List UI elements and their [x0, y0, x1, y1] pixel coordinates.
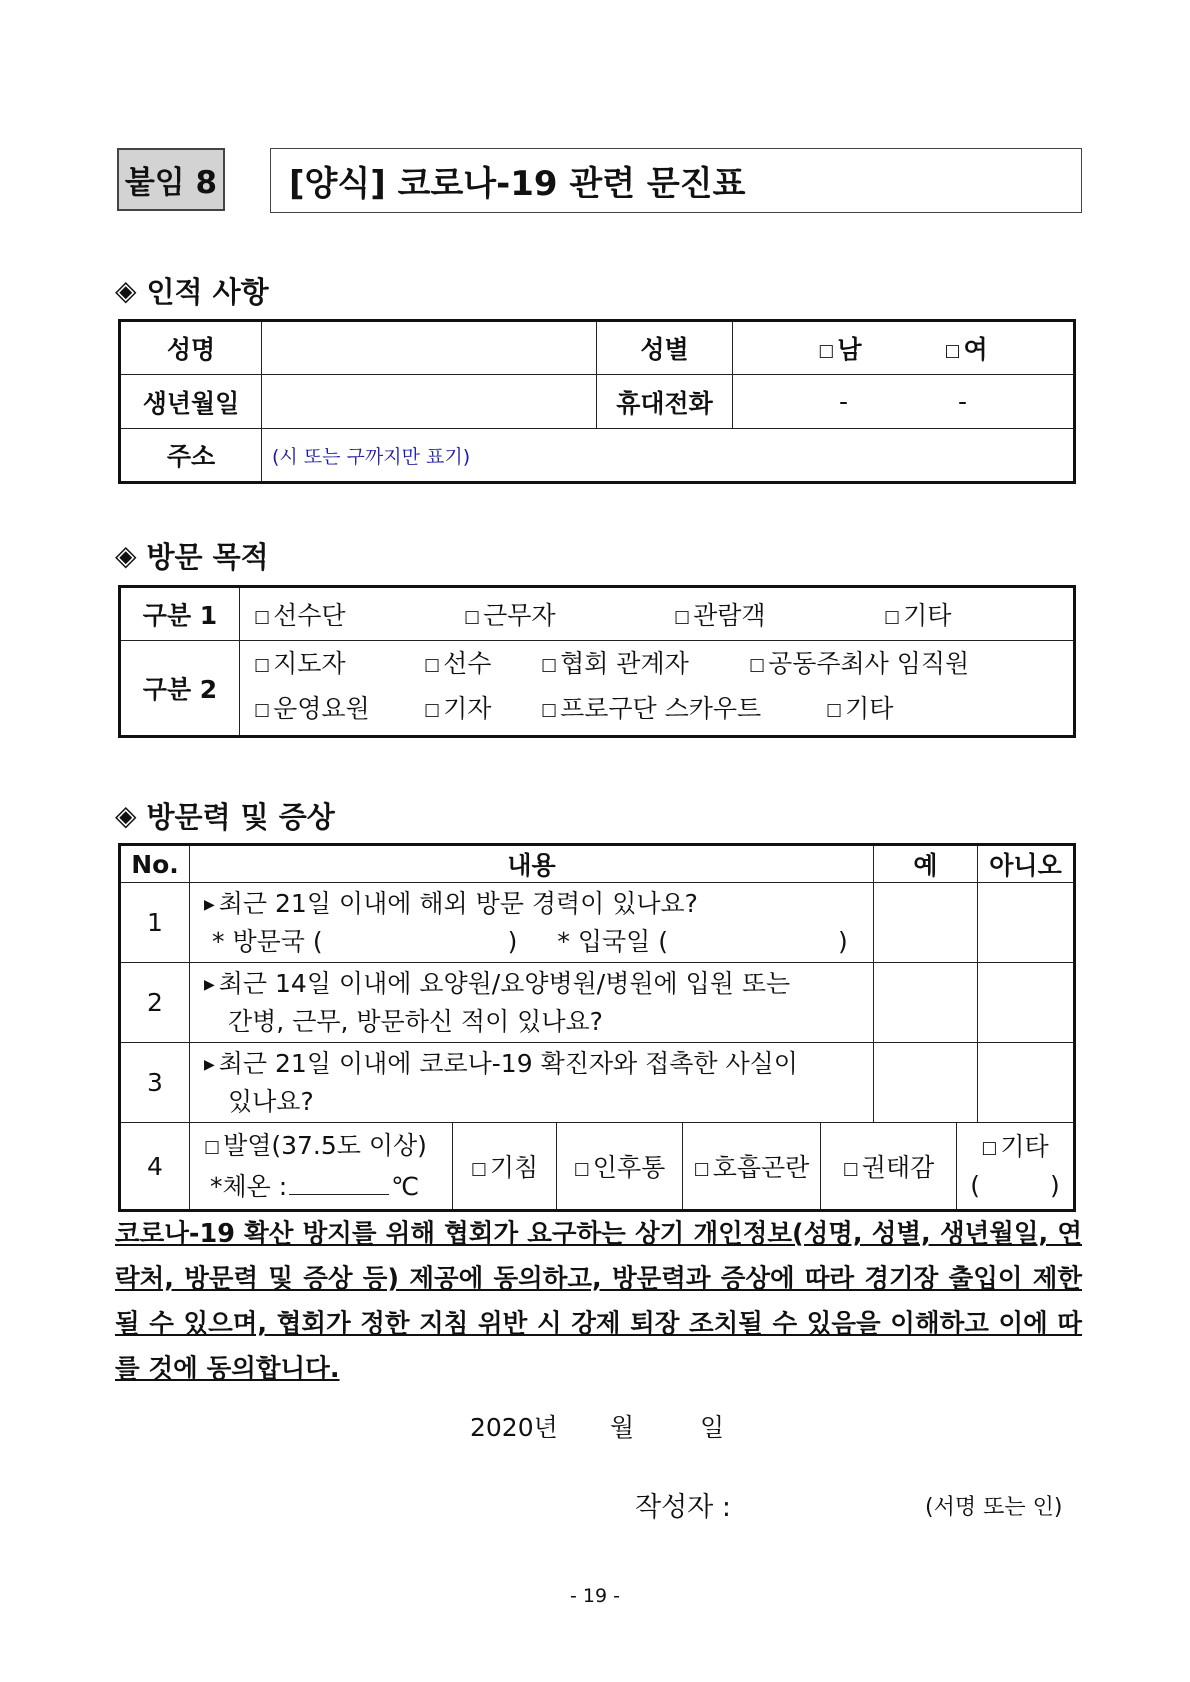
gender-label: 성별: [597, 321, 733, 375]
section-history-heading: [115, 795, 335, 836]
row-number: 1: [120, 883, 190, 963]
address-field[interactable]: (시 또는 구까지만 표기): [262, 429, 1075, 483]
option-other[interactable]: □ 기타: [884, 601, 952, 630]
gender-options: [733, 321, 1075, 375]
triangle-bullet-icon: ▶: [204, 977, 215, 993]
section-purpose-heading: [115, 535, 269, 576]
checkbox-icon[interactable]: □: [674, 607, 691, 627]
option-spectator[interactable]: □ 관람객: [674, 601, 766, 630]
date-day: 일: [700, 1413, 725, 1442]
name-field[interactable]: [262, 321, 597, 375]
checkbox-icon[interactable]: □: [254, 700, 271, 720]
checkbox-icon[interactable]: □: [818, 341, 835, 361]
gender-female-option[interactable]: □ 여: [944, 335, 988, 364]
category2-label: 구분 2: [120, 641, 240, 737]
answer-yes-2[interactable]: [874, 963, 978, 1043]
diamond-icon: ◈: [115, 539, 137, 572]
birth-label: 생년월일: [120, 375, 262, 429]
option-other2[interactable]: □ 기타: [826, 694, 894, 723]
section-personal-heading: [115, 270, 269, 311]
option-coach[interactable]: □ 지도자: [254, 649, 346, 678]
birth-field[interactable]: [262, 375, 597, 429]
checkbox-icon[interactable]: □: [464, 607, 481, 627]
col-yes-header: 예: [874, 845, 978, 883]
question-1: ▶ 최근 21일 이내에 해외 방문 경력이 있나요? * 방문국 ( ) * 입국일 ( ): [190, 883, 874, 963]
option-association[interactable]: □ 협회 관계자: [541, 649, 689, 678]
row-number: 4: [120, 1123, 190, 1211]
option-cohost[interactable]: □ 공동주최사 임직원: [749, 649, 970, 678]
checkbox-icon[interactable]: □: [541, 655, 558, 675]
col-content-header: 내용: [190, 845, 874, 883]
option-staff[interactable]: □ 근무자: [464, 601, 556, 630]
checkbox-icon[interactable]: □: [981, 1137, 998, 1158]
category1-label: 구분 1: [120, 587, 240, 641]
page-number: - 19 -: [570, 1585, 620, 1607]
checkbox-icon[interactable]: □: [204, 1136, 221, 1157]
name-label: 성명: [120, 321, 262, 375]
purpose-table: [118, 585, 1076, 738]
checkbox-icon[interactable]: □: [573, 1159, 590, 1179]
symptom-cough[interactable]: □ 기침: [453, 1123, 557, 1209]
date-line: [470, 1408, 724, 1444]
phone-label: 휴대전화: [597, 375, 733, 429]
col-no-answer-header: 아니오: [978, 845, 1075, 883]
date-year: 2020년: [470, 1413, 558, 1442]
checkbox-icon[interactable]: □: [693, 1159, 710, 1179]
writer-label: 작성자 :: [635, 1492, 731, 1523]
symptom-fatigue[interactable]: □ 권태감: [821, 1123, 957, 1209]
symptoms-cell: [190, 1123, 1075, 1211]
checkbox-icon[interactable]: □: [884, 607, 901, 627]
table-row: [120, 883, 1075, 963]
symptom-other[interactable]: □ 기타 ( ): [970, 1131, 1060, 1200]
option-reporter[interactable]: □ 기자: [424, 694, 492, 723]
diamond-icon: ◈: [115, 799, 137, 832]
attachment-badge: 붙임 8: [117, 148, 225, 211]
answer-yes-1[interactable]: [874, 883, 978, 963]
section-title: 방문력 및 증상: [146, 800, 335, 834]
answer-yes-3[interactable]: [874, 1043, 978, 1123]
checkbox-icon[interactable]: □: [541, 700, 558, 720]
phone-field[interactable]: - -: [733, 375, 1075, 429]
option-player[interactable]: □ 선수: [424, 649, 492, 678]
checkbox-icon[interactable]: □: [826, 700, 843, 720]
category1-options: [240, 587, 1075, 641]
answer-no-1[interactable]: [978, 883, 1075, 963]
triangle-bullet-icon: ▶: [204, 1057, 215, 1073]
answer-no-2[interactable]: [978, 963, 1075, 1043]
option-athletes[interactable]: □ 선수단: [254, 601, 346, 630]
row-number: 2: [120, 963, 190, 1043]
history-table: [118, 843, 1076, 1212]
triangle-bullet-icon: ▶: [204, 897, 215, 913]
checkbox-icon[interactable]: □: [254, 655, 271, 675]
row-number: 3: [120, 1043, 190, 1123]
checkbox-icon[interactable]: □: [470, 1159, 487, 1179]
section-title: 방문 목적: [146, 540, 269, 574]
date-month: 월: [610, 1413, 635, 1442]
checkbox-icon[interactable]: □: [842, 1159, 859, 1179]
symptom-sore-throat[interactable]: □ 인후통: [557, 1123, 683, 1209]
gender-male-option[interactable]: □ 남: [818, 335, 862, 364]
question-3: ▶ 최근 21일 이내에 코로나-19 확진자와 접촉한 사실이 있나요?: [190, 1043, 874, 1123]
checkbox-icon[interactable]: □: [944, 341, 961, 361]
signature-label: (서명 또는 인): [925, 1495, 1063, 1520]
answer-no-3[interactable]: [978, 1043, 1075, 1123]
page-title: [양식] 코로나-19 관련 문진표: [270, 148, 1082, 213]
symptom-fever[interactable]: □ 발열(37.5도 이상) *체온 : ℃: [190, 1123, 453, 1209]
diamond-icon: ◈: [115, 274, 137, 307]
symptom-breathing[interactable]: □ 호흡곤란: [683, 1123, 821, 1209]
question-2: ▶ 최근 14일 이내에 요양원/요양병원/병원에 입원 또는 간병, 근무, 방문하신 적이 있나요?: [190, 963, 874, 1043]
option-scout[interactable]: □ 프로구단 스카우트: [541, 694, 762, 723]
checkbox-icon[interactable]: □: [424, 700, 441, 720]
checkbox-icon[interactable]: □: [749, 655, 766, 675]
table-row: [120, 1123, 1075, 1211]
table-row: [120, 1043, 1075, 1123]
category2-options: [240, 641, 1075, 737]
checkbox-icon[interactable]: □: [424, 655, 441, 675]
table-row: [120, 963, 1075, 1043]
personal-info-table: [118, 319, 1076, 484]
option-operator[interactable]: □ 운영요원: [254, 694, 370, 723]
address-label: 주소: [120, 429, 262, 483]
symptoms-table: [190, 1123, 1073, 1209]
section-title: 인적 사항: [146, 275, 269, 309]
agreement-text: 코로나-19 확산 방지를 위해 협회가 요구하는 상기 개인정보(성명, 성별, 생년월일, 연락처, 방문력 및 증상 등) 제공에 동의하고, 방문력과 증상에 따라 경기장 출입이 제한될 수 있으며, 협회가 정한 지침 위반 시 강제 퇴장 조치될 수 있음을 이해하고 이에 따를 것에 동의합니다.: [115, 1219, 1082, 1384]
col-no-header: No.: [120, 845, 190, 883]
checkbox-icon[interactable]: □: [254, 607, 271, 627]
